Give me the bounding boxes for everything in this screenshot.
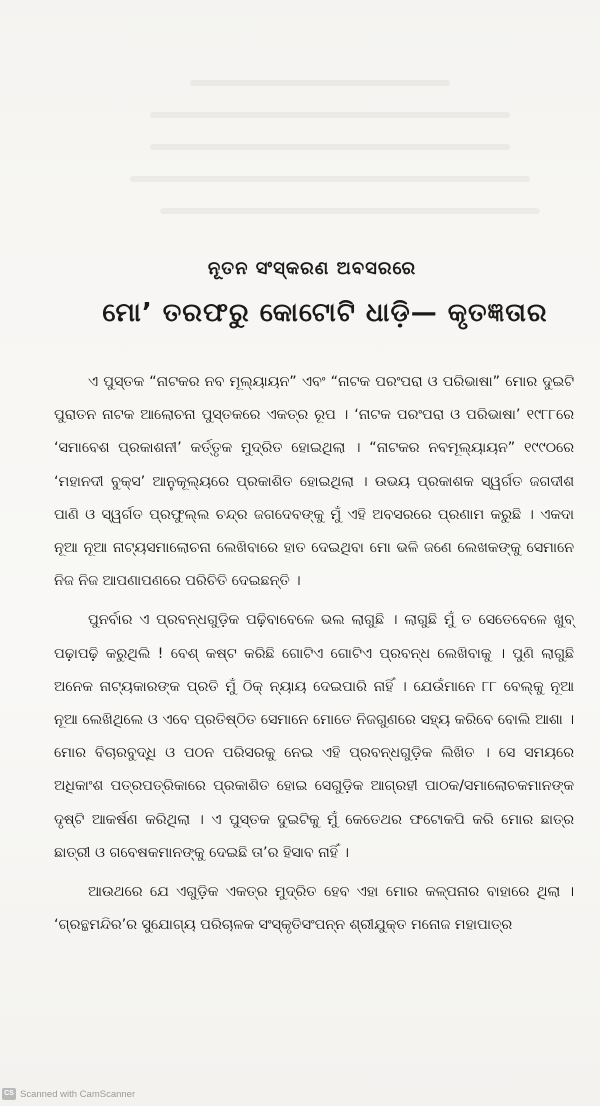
- preface-subtitle: ନୂତନ ସଂସ୍କରଣ ଅବସରରେ: [207, 258, 417, 279]
- watermark-text: Scanned with CamScanner: [20, 1088, 136, 1100]
- paragraph-3: ଆଉଥରେ ଯେ ଏଗୁଡ଼ିକ ଏକତ୍ର ମୁଦ୍ରିତ ହେବ ଏହା ମୋର କଳ୍ପନାର ବାହାରେ ଥିଲା । ‘ଗ୍ରନ୍ଥମନ୍ଦିର’ର ସୁଯୋଗ୍ୟ ପରିଚାଳକ ସଂସ୍କୃତିସଂପନ୍ନ ଶ୍ରୀଯୁକ୍ତ ମନୋଜ ମହାପାତ୍ର: [54, 884, 574, 934]
- bleed-through-line: [150, 144, 510, 150]
- bleed-through-line: [190, 80, 450, 86]
- camscanner-logo-icon: CS: [2, 1088, 16, 1100]
- scanner-watermark: [2, 1088, 135, 1100]
- bleed-through-line: [130, 176, 530, 182]
- preface-body: [54, 366, 574, 942]
- bleed-through-line: [150, 112, 510, 118]
- bleed-through-line: [160, 208, 540, 214]
- paragraph-2: ପୁନର୍ବାର ଏ ପ୍ରବନ୍ଧଗୁଡ଼ିକ ପଢ଼ିବାବେଳେ ଭଲ ଲାଗୁଛି । ଲାଗୁଛି ମୁଁ ତ ସେତେବେଳେ ଖୁବ୍ ପଢ଼ାପଢ଼ି କରୁଥିଲି ! ବେଶ୍ କଷ୍ଟ କରିଛି ଗୋଟିଏ ଗୋଟିଏ ପ୍ରବନ୍ଧ ଲେଖିବାକୁ । ପୁଣି ଲାଗୁଛି ଅନେକ ନାଟ୍ୟକାରଙ୍କ ପ୍ରତି ମୁଁ ଠିକ୍ ନ୍ୟାୟ ଦେଇପାରି ନାହିଁ । ଯେଉଁମାନେ ୮୮ ବେଲ୍‌କୁ ନୂଆ ନୂଆ ଲେଖିଥିଲେ ଓ ଏବେ ପ୍ରତିଷ୍ଠିତ ସେମାନେ ମୋତେ ନିଜଗୁଣରେ ସହ୍ୟ କରିବେ ବୋଲି ଆଶା । ମୋର ବିଚାରବୁଦ୍ଧି ଓ ପଠନ ପରିସରକୁ ନେଇ ଏହି ପ୍ରବନ୍ଧଗୁଡ଼ିକ ଲିଖିତ । ସେ ସମୟରେ ଅଧିକାଂଶ ପତ୍ରପତ୍ରିକାରେ ପ୍ରକାଶିତ ହୋଇ ସେଗୁଡ଼ିକ ଆଗ୍ରହୀ ପାଠକ/ସମାଲୋଚକମାନଙ୍କ ଦୃଷ୍ଟି ଆକର୍ଷଣ କରିଥିଲା । ଏ ପୁସ୍ତକ ଦୁଇଟିକୁ ମୁଁ କେତେଥର ଫଟୋକପି କରି ମୋର ଛାତ୍ର ଛାତ୍ରୀ ଓ ଗବେଷକମାନଙ୍କୁ ଦେଇଛି ତା’ର ହିସାବ ନାହିଁ ।: [54, 612, 574, 861]
- paragraph-1: ଏ ପୁସ୍ତକ “ନାଟକର ନବ ମୂଲ୍ୟାୟନ” ଏବଂ “ନାଟକ ପରଂପରା ଓ ପରିଭାଷା” ମୋର ଦୁଇଟି ପୁରାତନ ନାଟକ ଆଲୋଚନା ପୁସ୍ତକରେ ଏକତ୍ର ରୂପ । ‘ନାଟକ ପରଂପରା ଓ ପରିଭାଷା’ ୧୯୮୮ରେ ‘ସମାବେଶ ପ୍ରକାଶନୀ’ କର୍ତ୍ତୃକ ମୁଦ୍ରିତ ହୋଇଥିଲା । “ନାଟକର ନବମୂଲ୍ୟାୟନ” ୧୯୯୦ରେ ‘ମହାନଦୀ ବୁକ୍ସ’ ଆନୁକୂଲ୍ୟରେ ପ୍ରକାଶିତ ହୋଇଥିଲା । ଉଭୟ ପ୍ରକାଶକ ସ୍ୱର୍ଗତ ଜଗଦୀଶ ପାଣି ଓ ସ୍ୱର୍ଗତ ପ୍ରଫୁଲ୍ଲ ଚନ୍ଦ୍ର ଜଗଦେବଙ୍କୁ ମୁଁ ଏହି ଅବସରରେ ପ୍ରଣାମ କରୁଛି । ଏକଦା ନୂଆ ନୂଆ ନାଟ୍ୟସମାଲୋଚନା ଲେଖିବାରେ ହାତ ଦେଇଥିବା ମୋ ଭଳି ଜଣେ ଲେଖକଙ୍କୁ ସେମାନେ ନିଜ ନିଜ ଆପଣାପଣରେ ପରିଚିତି ଦେଇଛନ୍ତି ।: [54, 374, 574, 590]
- preface-title: ମୋ’ ତରଫରୁ କୋଟୋଟି ଧାଡ଼ି— କୃତଜ୍ଞତାର: [102, 298, 548, 328]
